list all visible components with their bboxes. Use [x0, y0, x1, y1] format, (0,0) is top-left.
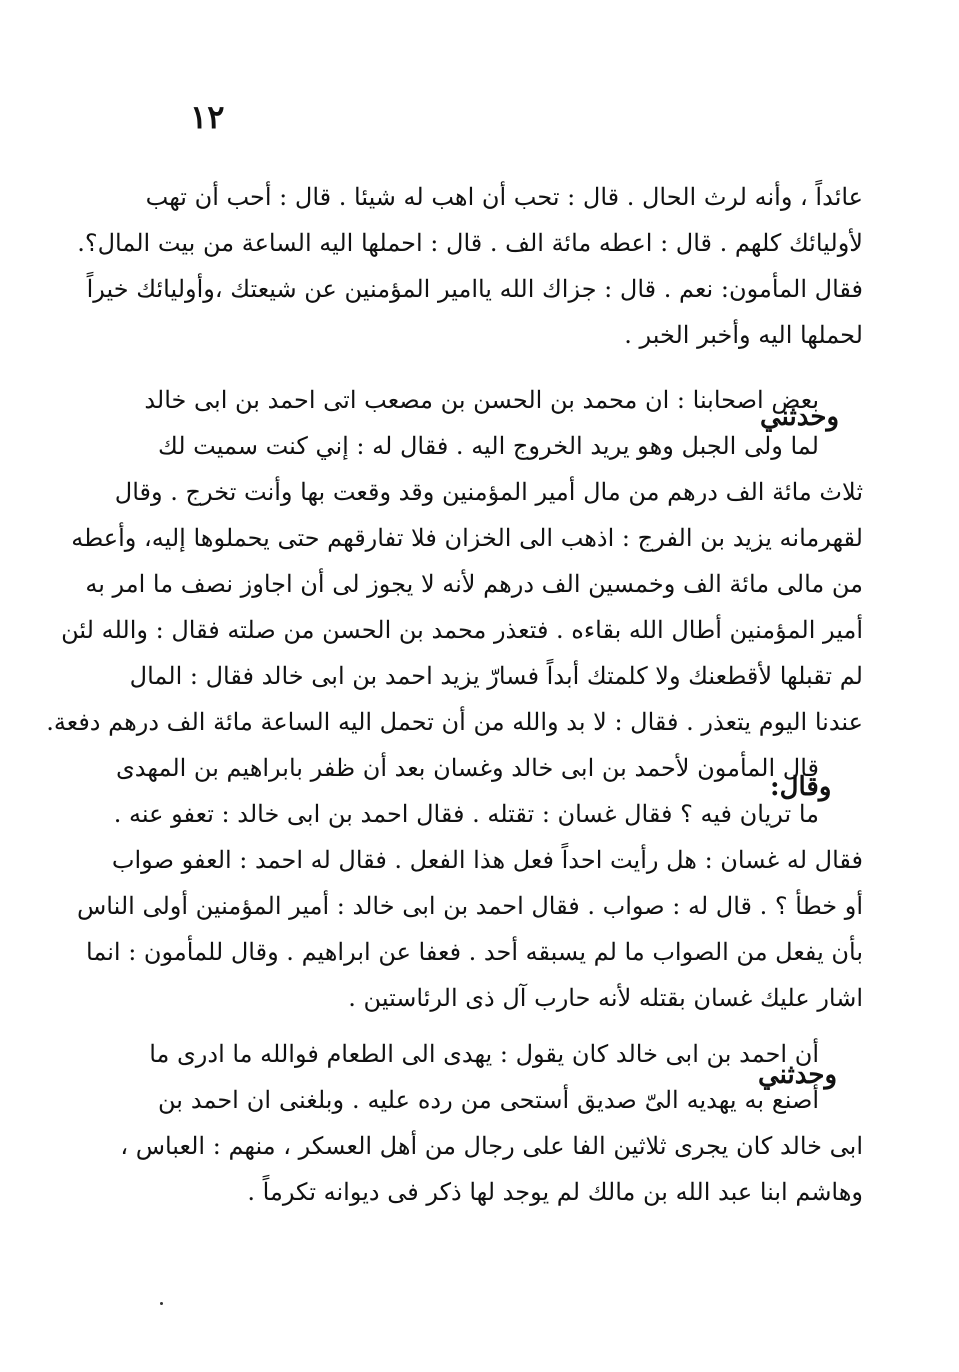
paragraph-line: أو خطأ ؟ . قال له : صواب . فقال احمد بن ابى خالد : أمير المؤمنين أولى الناس	[77, 892, 863, 920]
paragraph-line: عائداً ، وأنه لرث الحال . قال : تحب أن اهب له شيئا . قال : أحب أن تهب	[145, 183, 863, 211]
paragraph-line: لأوليائك كلهم . قال : اعطه مائة الف . قال : احملها اليه الساعة من بيت المال؟.	[77, 229, 863, 257]
paragraph-line: من مالى مائة الف وخمسين الف درهم لأنه لا يجوز لى أن اجاوز نصف ما امر به	[85, 570, 863, 598]
section-label: وقال:	[770, 772, 832, 802]
paragraph-line: لما ولى الجبل وهو يريد الخروج اليه . فقال له : إني كنت سميت لك	[157, 432, 819, 460]
paragraph-line: أصنع به يهديه الىّ صديق أستحى من رده عليه . وبلغنى ان احمد بن	[158, 1086, 819, 1114]
paragraph-line: ما تريان فيه ؟ فقال غسان : تقتله . فقال احمد بن ابى خالد : تعفو عنه .	[113, 800, 819, 828]
paragraph-line: ثلاث مائة الف درهم من مال أمير المؤمنين وقد وقعت بها وأنت تخرج . وقال	[114, 478, 863, 506]
section-label: وحدثني	[758, 1060, 838, 1090]
paragraph-line: بأن يفعل من الصواب ما لم يسبقه أحد . فعفا عن ابراهيم . وقال للمأمون : انما	[86, 938, 863, 966]
paragraph-line: لم تقبلها لأقطعنك ولا كلمتك أبداً فسارّ يزيد احمد بن ابى خالد فقال : المال	[129, 662, 863, 690]
paragraph-line: فقال المأمون: نعم . قال : جزاك الله ياامير المؤمنين عن شيعتك ،وأوليائك خيراً	[86, 275, 863, 303]
paragraph-line: اشار عليك غسان بقتله لأنه حارب آل ذى الرئاستين .	[348, 984, 863, 1012]
paragraph-line: لقهرمانه يزيد بن الفرج : اذهب الى الخزان فلا تفارقهم حتى يحملوها إليه، وأعطه	[71, 524, 863, 552]
paragraph-line: بعض اصحابنا : ان محمد بن الحسن بن مصعب اتى احمد بن ابى خالد	[144, 386, 819, 414]
scan-speck	[160, 1302, 163, 1305]
paragraph-line: عندنا اليوم يتعذر . فقال : لا بد والله من أن تحمل اليه الساعة مائة الف درهم دفعة.	[46, 708, 863, 736]
paragraph-line: أمير المؤمنين أطال الله بقاءه . فتعذر محمد بن الحسن من صلته فقال : والله لئن	[61, 616, 863, 644]
paragraph-line: وهاشم ابنا عبد الله بن مالك لم يوجد لها ذكر فى ديوانه تكرماً .	[247, 1178, 863, 1206]
paragraph-line: فقال له غسان : هل رأيت احداً فعل هذا الفعل . فقال له احمد : العفو صواب	[111, 846, 863, 874]
paragraph-line: أن احمد بن ابى خالد كان يقول : يهدى الى الطعام فوالله ما ادرى ما	[149, 1040, 819, 1068]
paragraph-line: قال المأمون لأحمد بن ابى خالد وغسان بعد أن ظفر بابراهيم بن المهدى	[116, 754, 819, 782]
section-label: وحدثني	[760, 402, 840, 432]
page-number: ١٢	[190, 98, 225, 136]
paragraph-line: ابى خالد كان يجرى ثلاثين الفا على رجال من أهل العسكر ، منهم : العباس ،	[120, 1132, 863, 1160]
paragraph-line: لحملها اليه وأخبر الخبر .	[624, 321, 863, 349]
